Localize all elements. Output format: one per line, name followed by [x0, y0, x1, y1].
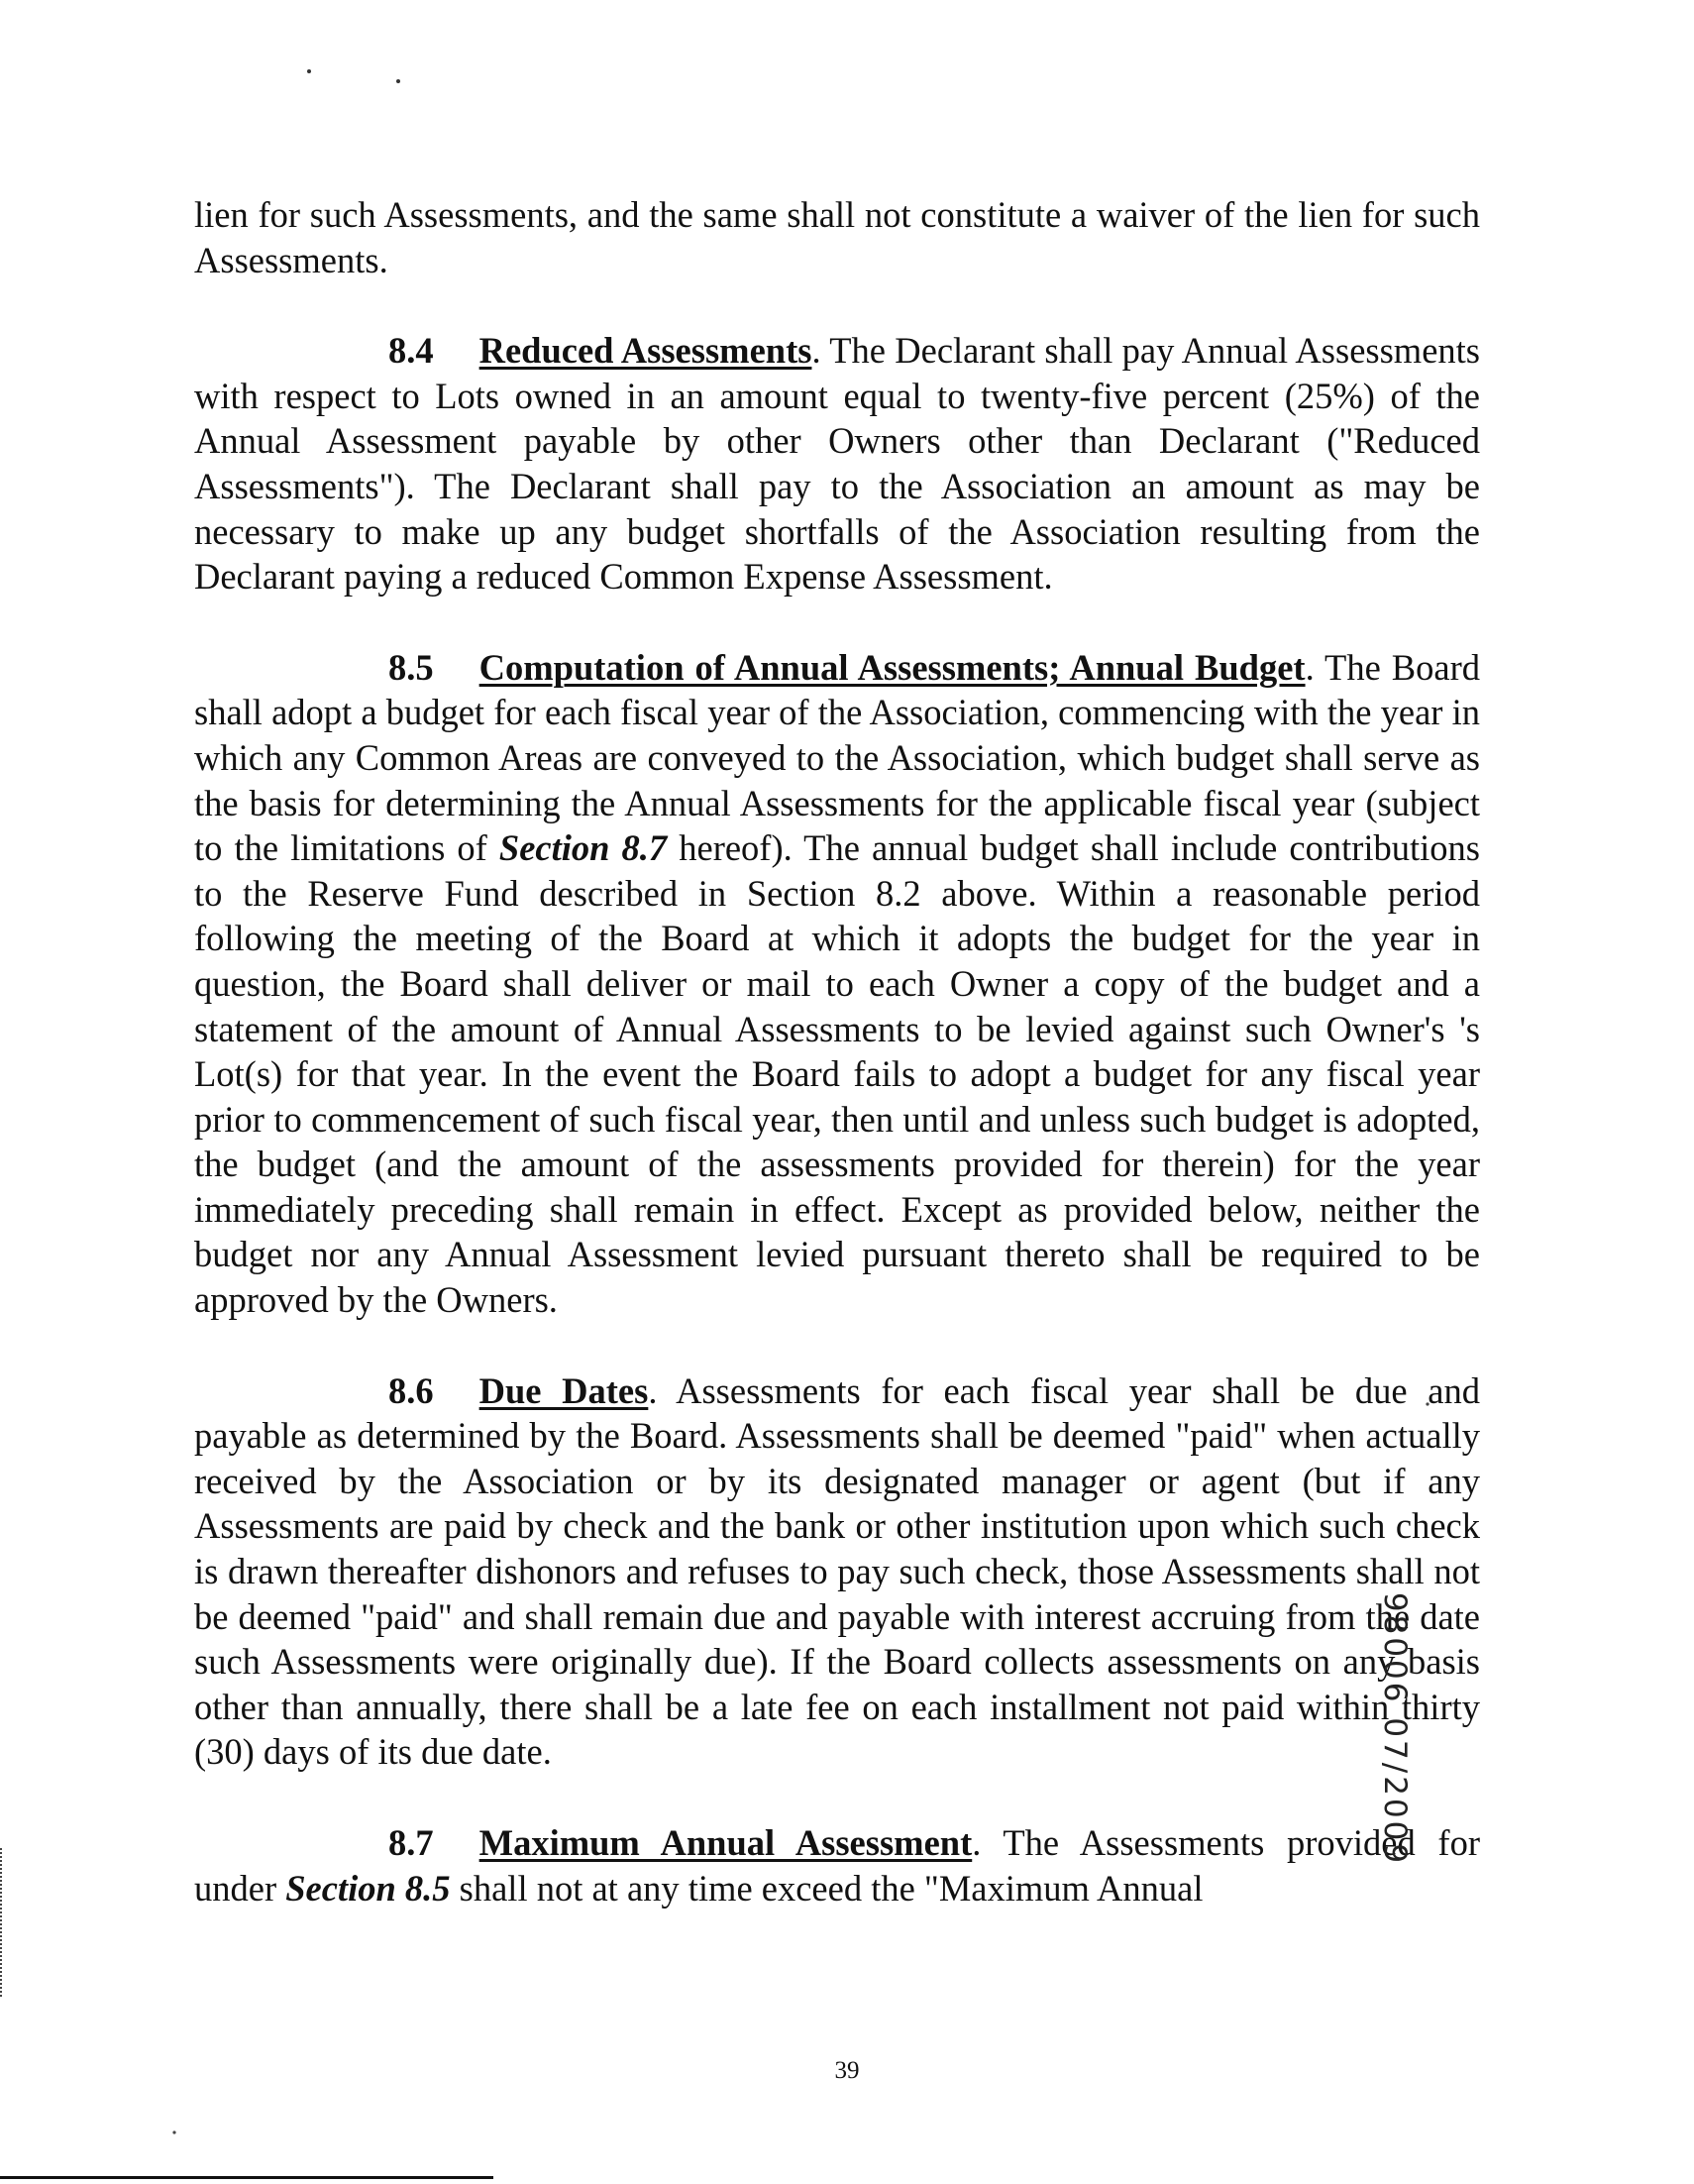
section-heading: Due Dates: [478, 1369, 649, 1411]
section-body-continued: shall not at any time exceed the "Maximum Annual: [450, 1867, 1204, 1909]
section-body: Assessments for each fiscal year shall be due and payable as determined by the Board. Assessments shall be deemed "paid" when actually received by the Association or by its designated manager or agent (but if any Assessments are paid by check and the bank or other institution upon which such check is drawn thereafter dishonors and refuses to pay such check, those Assessments shall not be deemed "paid" and shall remain due and payable with interest accruing from the date such Assessments were originally due). If the Board collects assessments on any basis other than annually, there shall be a late fee on each installment not paid within thirty (30) days of its due date.: [194, 1369, 1480, 1773]
scan-bottom-edge: [0, 2176, 493, 2179]
section-number: 8.6: [388, 1369, 434, 1411]
page-number: 39: [834, 2057, 860, 2084]
section-8-5: 8.5 Computation of Annual Assessments; Annual Budget. The Board shall adopt a budget for each fiscal year of the Association, commencing with the year in which any Common Areas are conveyed to the Association, which budget shall serve as the basis for determining the Annual Assessments for the applicable fiscal year (subject to the limitations of Section 8.7 hereof). The annual budget shall include contributions to the Reserve Fund described in Section 8.2 above. Within a reasonable period following the meeting of the Board at which it adopts the budget for the year in question, the Board shall deliver or mail to each Owner a copy of the budget and a statement of the amount of Annual Assessments to be levied against such Owner's 's Lot(s) for that year. In the event the Board fails to adopt a budget for any fiscal year prior to commencement of such fiscal year, then until and unless such budget is adopted, the budget (and the amount of the assessments provided for therein) for the year immediately preceding shall remain in effect. Except as provided below, neither the budget nor any Annual Assessment levied pursuant thereto shall be required to be approved by the Owners.: [194, 646, 1480, 1321]
continuation-paragraph: lien for such Assessments, and the same shall not constitute a waiver of the lien for such Assessments.: [194, 194, 1480, 280]
section-heading: Computation of Annual Assessments; Annual Budget: [478, 646, 1306, 688]
section-body: The Assessments provided for under: [194, 1822, 1480, 1909]
section-number: 8.5: [388, 646, 434, 688]
section-body: The Declarant shall pay Annual Assessments with respect to Lots owned in an amount equal to twenty-five percent (25%) of the Annual Assessment payable by other Owners other than Declarant ("Reduced Assessments"). The Declarant shall pay to the Association an amount as may be necessary to make up any budget shortfalls of the Association resulting from the Declarant paying a reduced Common Expense Assessment.: [194, 330, 1480, 598]
section-8-4: 8.4 Reduced Assessments. The Declarant shall pay Annual Assessments with respect to Lots owned in an amount equal to twenty-five percent (25%) of the Annual Assessment payable by other Owners other than Declarant ("Reduced Assessments"). The Declarant shall pay to the Association an amount as may be necessary to make up any budget shortfalls of the Association resulting from the Declarant paying a reduced Common Expense Assessment.: [194, 330, 1480, 598]
section-8-6: 8.6 Due Dates. Assessments for each fiscal year shall be due and payable as determined by the Board. Assessments shall be deemed "paid" when actually received by the Association or by its designated manager or agent (but if any Assessments are paid by check and the bank or other institution upon which such check is drawn thereafter dishonors and refuses to pay such check, those Assessments shall not be deemed "paid" and shall remain due and payable with interest accruing from the date such Assessments were originally due). If the Board collects assessments on any basis other than annually, there shall be a late fee on each installment not paid within thirty (30) days of its due date.: [194, 1369, 1480, 1773]
scan-edge-marks: [0, 1848, 6, 1997]
section-body: The Board shall adopt a budget for each fiscal year of the Association, commencing with the year in which any Common Areas are conveyed to the Association, which budget shall serve as the basis for determining the Annual Assessments for the applicable fiscal year (subject to the limitations of: [194, 646, 1480, 869]
document-body: [194, 192, 1480, 1956]
section-body-continued: hereof). The annual budget shall include contributions to the Reserve Fund described in Section 8.2 above. Within a reasonable period following the meeting of the Board at which it adopts the budget for the year in question, the Board shall deliver or mail to each Owner a copy of the budget and a statement of the amount of Annual Assessments to be levied against such Owner's 's Lot(s) for that year. In the event the Board fails to adopt a budget for any fiscal year prior to commencement of such fiscal year, then until and unless such budget is adopted, the budget (and the amount of the assessments provided for therein) for the year immediately preceding shall remain in effect. Except as provided below, neither the budget nor any Annual Assessment levied pursuant thereto shall be required to be approved by the Owners.: [194, 827, 1480, 1321]
margin-stamp: [1365, 1591, 1425, 1867]
section-number: 8.4: [388, 330, 434, 372]
section-reference: Section 8.7: [498, 827, 668, 869]
section-8-7: 8.7 Maximum Annual Assessment. The Assessments provided for under Section 8.5 shall not at any time exceed the "Maximum Annual: [194, 1822, 1480, 1909]
section-heading: Maximum Annual Assessment: [478, 1822, 973, 1863]
margin-stamp-text: 98006 07/2009: [1377, 1591, 1413, 1867]
section-heading: Reduced Assessments: [478, 330, 812, 372]
section-reference: Section 8.5: [285, 1867, 451, 1909]
section-number: 8.7: [388, 1822, 434, 1863]
